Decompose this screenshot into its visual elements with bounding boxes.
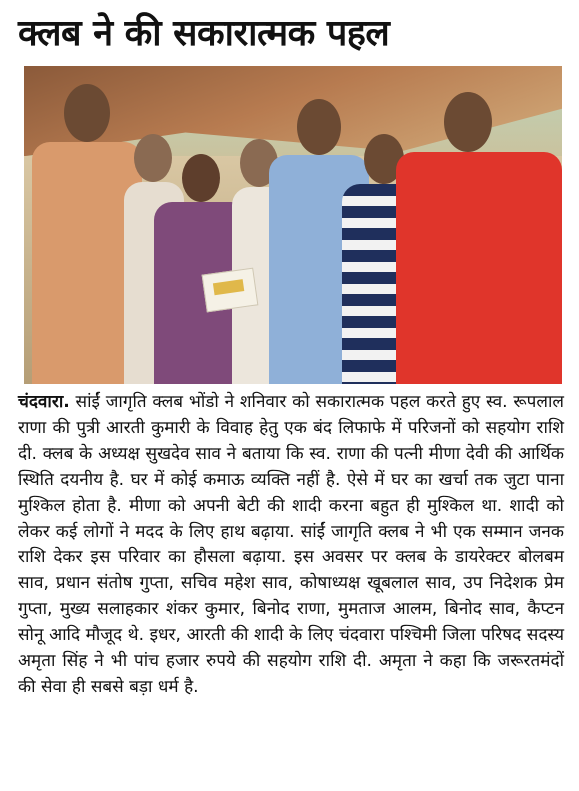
envelope [202,268,259,313]
news-photo [24,66,562,384]
dateline: चंदवारा. [18,392,70,412]
headline: क्लब ने की सकारात्मक पहल [18,13,390,54]
article-text: सांईं जागृति क्लब भोंडो ने शनिवार को सकारात्मक पहल करते हुए स्व. रूपलाल राणा की पुत्री आरती कुमारी के विवाह हेतु एक बंद लिफाफे में परिजनों को सहयोग राशि दी. क्लब के अध्यक्ष सुखदेव साव ने बताया कि स्व. राणा की पत्नी मीणा देवी की आर्थिक स्थिति दयनीय है. घर में कोई कमाऊ व्यक्ति नहीं है. ऐसे में घर का खर्चा तक जुटा पाना मुश्किल होता है. मीणा को अपनी बेटी की शादी करना बहुत ही मुश्किल था. शादी को लेकर कई लोगों ने मदद के लिए हाथ बढ़ाया. सांईं जागृति क्लब ने भी एक सम्मान जनक राशि देकर इस परिवार का हौसला बढ़ाया. इस अवसर पर क्लब के डायरेक्टर बोलबम साव, प्रधान संतोष गुप्ता, सचिव महेश साव, कोषाध्यक्ष खूबलाल साव, उप निदेशक प्रेम गुप्ता, मुख्य सलाहकार शंकर कुमार, बिनोद राणा, मुमताज आलम, बिनोद साव, कैप्टन सोनू आदि मौजूद थे. इधर, आरती की शादी के लिए चंदवारा पश्चिमी जिला परिषद सदस्य अमृता सिंह ने भी पांच हजार रुपये की सहयोग राशि दी. अमृता ने कहा कि जरूरतमंदों की सेवा ही सबसे बड़ा धर्म है. [18,392,564,697]
photo-person-7 [396,92,562,384]
article-body [18,390,564,701]
